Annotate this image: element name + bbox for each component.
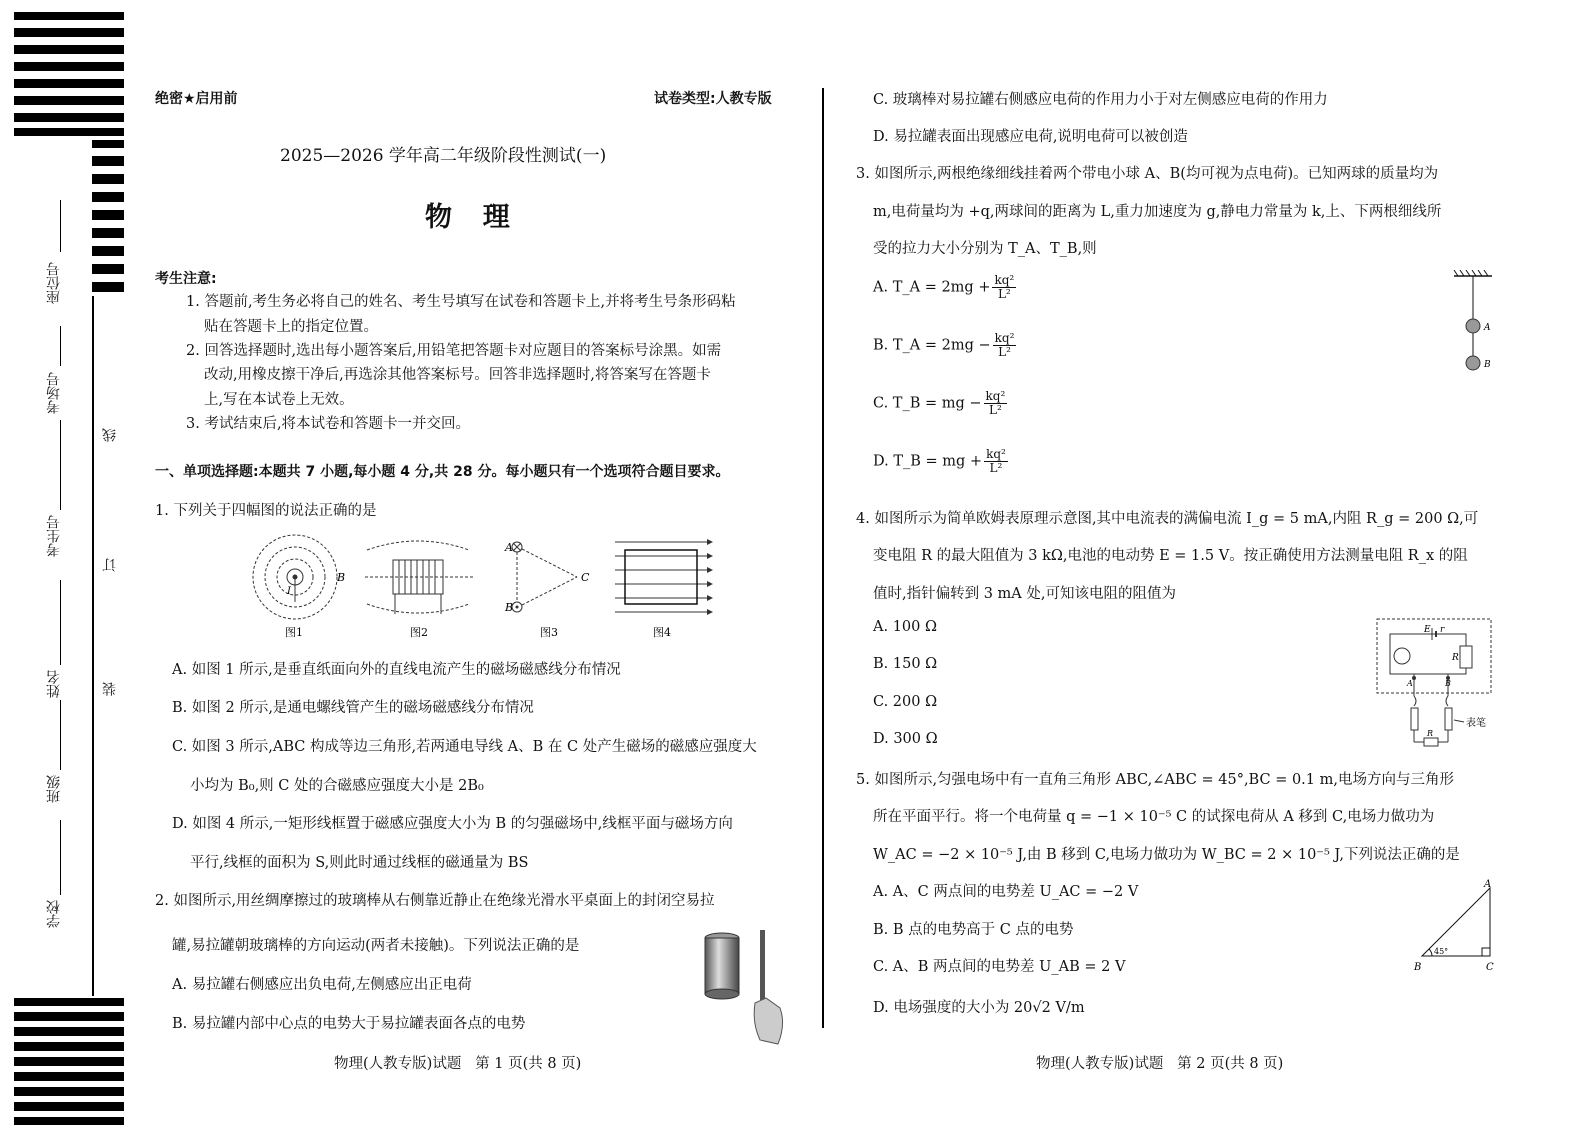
notice-item-2c: 上,写在本试卷上无效。 xyxy=(204,392,354,408)
subject-title: 物 理 xyxy=(425,202,514,233)
q3-option-b xyxy=(873,332,1016,359)
q5-option-d: D. 电场强度的大小为 20√2 V/m xyxy=(873,1000,1085,1016)
q5-triangle-figure xyxy=(1412,876,1500,976)
barcode-bar xyxy=(92,174,124,184)
fig3-b-label: B xyxy=(505,601,514,614)
notice-item-3: 3. 考试结束后,将本试卷和答题卡一并交回。 xyxy=(186,416,471,432)
q5-b-label: B xyxy=(1414,962,1422,973)
binding-strip xyxy=(0,0,130,1138)
q4-e-label: E xyxy=(1424,625,1431,635)
class-label: 班级 xyxy=(46,775,62,803)
q3-option-d xyxy=(873,448,1008,475)
q2-stem-2: 罐,易拉罐朝玻璃棒的方向运动(两者未接触)。下列说法正确的是 xyxy=(172,938,580,954)
room-label: 考场号 xyxy=(46,372,62,414)
fig3-triangle xyxy=(504,541,590,639)
q3-option-a xyxy=(873,274,1016,301)
q1-option-c2: 小均为 B₀,则 C 处的合磁感应强度大小是 2B₀ xyxy=(190,778,484,794)
q1-option-c1: C. 如图 3 所示,ABC 构成等边三角形,若两通电导线 A、B 在 C 处产生磁场的磁感应强度大 xyxy=(172,739,757,755)
name-line xyxy=(60,580,61,665)
q4-b-label: B xyxy=(1445,679,1451,688)
q3-a-text: A. T_A = 2mg + xyxy=(873,279,991,296)
footer-right: 物理(人教专版)试题 第 2 页(共 8 页) xyxy=(1036,1056,1284,1072)
barcode-bar xyxy=(14,1057,124,1066)
q4-ohmmeter-circuit xyxy=(1374,616,1494,752)
seat-line xyxy=(60,200,61,252)
q2-option-b: B. 易拉罐内部中心点的电势大于易拉罐表面各点的电势 xyxy=(172,1016,526,1032)
q3-b-den: L² xyxy=(998,345,1011,359)
q5-angle-label: 45° xyxy=(1434,947,1449,956)
q2-option-c: C. 玻璃棒对易拉罐右侧感应电荷的作用力小于对左侧感应电荷的作用力 xyxy=(873,92,1328,108)
q1-figures xyxy=(245,532,715,640)
q1-option-d1: D. 如图 4 所示,一矩形线框置于磁感应强度大小为 B 的匀强磁场中,线框平面与磁场方向 xyxy=(172,816,733,832)
barcode-bar xyxy=(14,96,124,105)
barcode-bar xyxy=(14,1072,124,1081)
fig3-caption: 图3 xyxy=(540,626,558,639)
barcode-bar xyxy=(92,264,124,274)
q4-pen-label: 表笔 xyxy=(1466,718,1486,729)
id-label: 考生号 xyxy=(46,515,62,557)
section-heading: 一、单项选择题:本题共 7 小题,每小题 4 分,共 28 分。每小题只有一个选项符合题目要求。 xyxy=(155,464,730,480)
fig1-caption: 图1 xyxy=(285,626,303,639)
fig3-a-label: A xyxy=(505,541,513,554)
barcode-bar xyxy=(92,228,124,238)
barcode-bar xyxy=(14,1087,124,1096)
q3-c-num: kq² xyxy=(985,389,1006,403)
q3-d-num: kq² xyxy=(986,447,1006,461)
q3-c-text: C. T_B = mg − xyxy=(873,395,982,412)
fig2-solenoid xyxy=(365,541,473,639)
fig1-i-label: I xyxy=(287,586,291,597)
q2-option-a: A. 易拉罐右侧感应出负电荷,左侧感应出正电荷 xyxy=(172,977,472,993)
q2-can-rod-figure xyxy=(700,928,792,1048)
q1-option-b: B. 如图 2 所示,是通电螺线管产生的磁场磁感线分布情况 xyxy=(172,700,534,716)
barcode-bar xyxy=(14,12,124,20)
school-line xyxy=(60,820,61,895)
q3-option-c xyxy=(873,390,1007,417)
q3-b-text: B. T_A = 2mg − xyxy=(873,337,991,354)
q4-rr-label: R xyxy=(1452,653,1459,663)
class-line xyxy=(60,700,61,770)
q1-option-a: A. 如图 1 所示,是垂直纸面向外的直线电流产生的磁场磁感线分布情况 xyxy=(172,662,621,678)
q3-d-text: D. T_B = mg + xyxy=(873,453,983,470)
line-char: 线 xyxy=(102,428,118,442)
q3-ball-a-label: A xyxy=(1484,323,1491,333)
q3-a-num: kq² xyxy=(994,273,1015,287)
q4-stem-1: 4. 如图所示为简单欧姆表原理示意图,其中电流表的满偏电流 I_g = 5 mA,内阻 R_g = 200 Ω,可 xyxy=(856,511,1479,527)
q3-b-num: kq² xyxy=(994,331,1015,345)
q5-option-c: C. A、B 两点间的电势差 U_AB = 2 V xyxy=(873,959,1126,975)
notice-title: 考生注意: xyxy=(155,271,217,287)
barcode-bar xyxy=(14,62,124,71)
barcode-bar xyxy=(14,1117,124,1125)
q3-stem-1: 3. 如图所示,两根绝缘细线挂着两个带电小球 A、B(均可视为点电荷)。已知两球的质量均为 xyxy=(856,166,1439,182)
q4-option-d: D. 300 Ω xyxy=(873,731,938,747)
ding-char: 订 xyxy=(102,558,118,572)
barcode-bar xyxy=(92,192,124,202)
id-line xyxy=(60,420,61,510)
q4-option-c: C. 200 Ω xyxy=(873,694,938,710)
q3-d-den: L² xyxy=(989,461,1003,475)
fig1-concentric-field xyxy=(253,535,345,639)
fig4-rect-frame xyxy=(615,539,713,639)
q4-a-label: A xyxy=(1407,679,1413,688)
q5-a-label: A xyxy=(1484,879,1492,890)
q5-stem-3: W_AC = −2 × 10⁻⁵ J,由 B 移到 C,电场力做功为 W_BC = 2 × 10⁻⁵ J,下列说法正确的是 xyxy=(873,847,1460,863)
q4-rx-label: R xyxy=(1427,729,1434,738)
q3-stem-2: m,电荷量均为 +q,两球间的距离为 L,重力加速度为 g,静电力常量为 k,上、下两根细线所 xyxy=(873,204,1442,220)
barcode-bar xyxy=(92,246,124,256)
name-label: 姓名 xyxy=(46,670,62,698)
q5-option-b: B. B 点的电势高于 C 点的电势 xyxy=(873,922,1074,938)
barcode-bar xyxy=(14,1042,124,1051)
q5-stem-1: 5. 如图所示,匀强电场中有一直角三角形 ABC,∠ABC = 45°,BC = 0.1 m,电场方向与三角形 xyxy=(856,772,1454,788)
fig2-caption: 图2 xyxy=(410,626,428,639)
q5-stem-2: 所在平面平行。将一个电荷量 q = −1 × 10⁻⁵ C 的试探电荷从 A 移到 C,电场力做功为 xyxy=(873,809,1435,825)
q1-stem: 1. 下列关于四幅图的说法正确的是 xyxy=(155,503,377,519)
q2-stem-1: 2. 如图所示,用丝绸摩擦过的玻璃棒从右侧靠近静止在绝缘光滑水平桌面上的封闭空易拉 xyxy=(155,893,715,909)
q3-hanging-balls xyxy=(1448,270,1498,376)
notice-item-1b: 贴在答题卡上的指定位置。 xyxy=(204,319,378,335)
exam-title: 2025—2026 学年高二年级阶段性测试(一) xyxy=(280,146,607,166)
q4-option-a: A. 100 Ω xyxy=(873,619,937,635)
q3-c-den: L² xyxy=(989,403,1002,417)
barcode-bar xyxy=(14,1012,124,1021)
barcode-bar xyxy=(14,45,124,54)
paper-type: 试卷类型:人教专版 xyxy=(654,91,772,107)
barcode-bar xyxy=(92,140,124,148)
page-divider xyxy=(822,88,824,1028)
barcode-bar xyxy=(14,1102,124,1111)
q3-ball-b-label: B xyxy=(1484,360,1491,370)
notice-item-2b: 改动,用橡皮擦干净后,再选涂其他答案标号。回答非选择题时,将答案写在答题卡 xyxy=(204,367,711,383)
zhuang-char: 装 xyxy=(102,682,118,696)
barcode-bar xyxy=(14,113,124,122)
barcode-bar xyxy=(14,79,124,88)
barcode-bar xyxy=(14,998,124,1006)
room-line xyxy=(60,326,61,366)
q4-stem-2: 变电阻 R 的最大阻值为 3 kΩ,电池的电动势 E = 1.5 V。按正确使用方法测量电阻 R_x 的阻 xyxy=(873,548,1468,564)
barcode-bar xyxy=(92,282,124,292)
fig1-b-label: B xyxy=(337,571,346,584)
q5-option-a: A. A、C 两点间的电势差 U_AC = −2 V xyxy=(873,884,1139,900)
secret-label: 绝密★启用前 xyxy=(155,91,238,107)
barcode-bar xyxy=(92,156,124,166)
barcode-bar xyxy=(14,28,124,37)
fig4-caption: 图4 xyxy=(653,626,671,639)
barcode-bar xyxy=(14,128,124,136)
barcode-bar xyxy=(92,210,124,220)
barcode-bar xyxy=(14,1027,124,1036)
q1-option-d2: 平行,线框的面积为 S,则此时通过线框的磁通量为 BS xyxy=(190,855,529,871)
footer-left: 物理(人教专版)试题 第 1 页(共 8 页) xyxy=(334,1056,582,1072)
notice-item-1a: 1. 答题前,考生务必将自己的姓名、考生号填写在试卷和答题卡上,并将考生号条形码粘 xyxy=(186,294,736,310)
school-label: 学校 xyxy=(46,900,62,928)
binding-line xyxy=(92,296,126,996)
q2-option-d: D. 易拉罐表面出现感应电荷,说明电荷可以被创造 xyxy=(873,129,1188,145)
seat-label: 座位号 xyxy=(46,262,62,304)
q3-stem-3: 受的拉力大小分别为 T_A、T_B,则 xyxy=(873,241,1097,257)
q5-c-label: C xyxy=(1486,962,1494,973)
fig3-c-label: C xyxy=(581,571,590,584)
q4-r-label: r xyxy=(1440,625,1445,635)
notice-item-2a: 2. 回答选择题时,选出每小题答案后,用铅笔把答题卡对应题目的答案标号涂黑。如需 xyxy=(186,343,722,359)
q3-a-den: L² xyxy=(997,287,1011,301)
q4-stem-3: 值时,指针偏转到 3 mA 处,可知该电阻的阻值为 xyxy=(873,586,1176,602)
q4-option-b: B. 150 Ω xyxy=(873,656,938,672)
